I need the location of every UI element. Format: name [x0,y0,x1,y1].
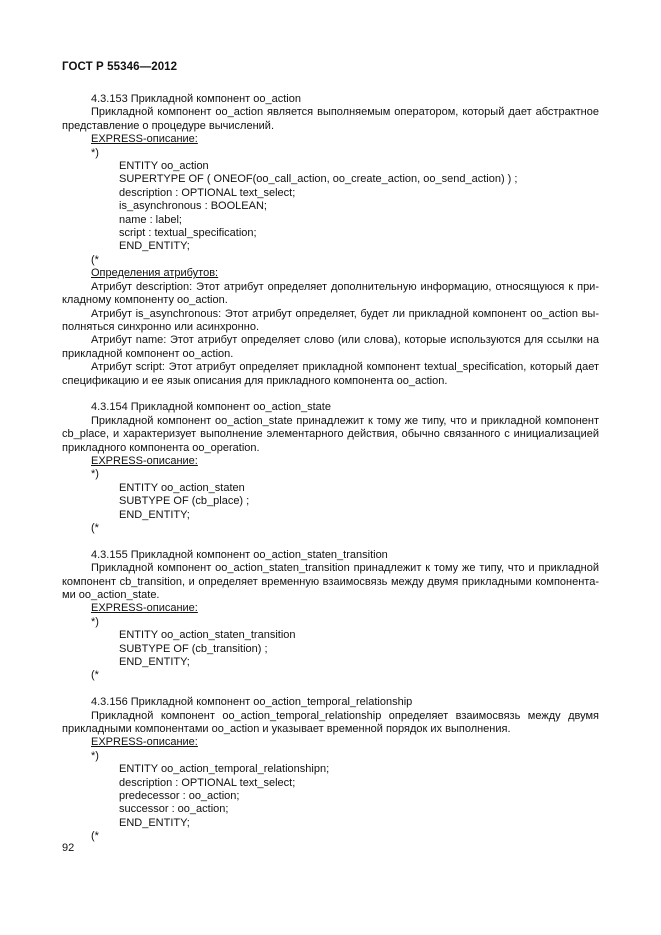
section-4-3-154 [62,401,599,535]
code-line: ENTITY oo_action_staten [119,481,245,494]
section-description: Прикладной компонент oo_action является выполняемым оператором, который дает абстрактное представление о процедуре вычислений. [62,106,599,132]
code-line: END_ENTITY; [119,656,190,669]
attribute-definition: Атрибут name: Этот атрибут определяет слово (или слова), которые используются для ссылки на прикладной компонент oo_action. [62,334,599,360]
section-heading: 4.3.154 Прикладной компонент oo_action_state [91,401,331,414]
express-label: EXPRESS-описание: [91,736,198,749]
code-line: successor : oo_action; [119,803,229,816]
comment-open: *) [91,615,99,628]
comment-close: (* [91,253,99,266]
attribute-definition: Атрибут description: Этот атрибут определяет дополнительную информацию, относящуюся к при-кладному компоненту oo_action. [62,280,599,307]
section-heading: 4.3.156 Прикладной компонент oo_action_temporal_relationship [91,696,413,709]
comment-open: *) [91,146,99,159]
section-4-3-156 [62,696,599,843]
express-label: EXPRESS-описание: [91,133,198,146]
code-line: predecessor : oo_action; [119,790,240,803]
code-line: SUBTYPE OF (cb_transition) ; [119,642,268,655]
comment-close: (* [91,669,99,682]
code-line: SUPERTYPE OF ( ONEOF(oo_call_action, oo_create_action, oo_send_action) ) ; [119,173,518,186]
code-line: description : OPTIONAL text_select; [119,186,296,199]
comment-close: (* [91,830,99,843]
code-line: SUBTYPE OF (cb_place) ; [119,495,250,508]
page-number: 92 [62,842,75,854]
code-line: ENTITY oo_action_staten_transition [119,629,296,642]
express-label: EXPRESS-описание: [91,602,198,615]
code-line: is_asynchronous : BOOLEAN; [119,200,267,213]
section-description: Прикладной компонент oo_action_staten_transition принадлежит к тому же типу, что и прикладной компонент cb_transition, и определяет временную взаимосвязь между двумя прикладными компонента-ми oo_action_state. [62,562,599,601]
express-label: EXPRESS-описание: [91,454,198,467]
code-line: script : textual_specification; [119,227,257,240]
attributes-title: Определения атрибутов: [91,267,219,280]
code-line: description : OPTIONAL text_select; [119,776,296,789]
code-line: END_ENTITY; [119,240,190,253]
comment-close: (* [91,521,99,534]
section-4-3-155 [62,549,599,683]
attribute-definition: Атрибут is_asynchronous: Этот атрибут определяет, будет ли прикладной компонент oo_action вы-полняться синхронно или асинхронно. [62,307,599,333]
code-line: ENTITY oo_action [119,160,209,173]
section-heading: 4.3.155 Прикладной компонент oo_action_staten_transition [91,548,388,561]
comment-open: *) [91,468,99,481]
attribute-definition: Атрибут script: Этот атрибут определяет прикладной компонент textual_specification, который дает спецификацию и ее язык описания для прикладного компонента oo_action. [62,361,599,387]
code-line: END_ENTITY; [119,816,190,829]
code-line: END_ENTITY; [119,508,190,521]
code-line: ENTITY oo_action_temporal_relationshipn; [119,763,330,776]
section-heading: 4.3.153 Прикладной компонент oo_action [91,93,301,105]
section-4-3-153 [62,93,599,388]
code-line: name : label; [119,213,182,226]
document-header: ГОСТ Р 55346—2012 [62,61,178,73]
section-description: Прикладной компонент oo_action_state принадлежит к тому же типу, что и прикладной компонент cb_place, и характеризует выполнение элементарного действия, обычно связанного с инициализацией прикладного компонента oo_operation. [62,414,599,454]
document-body [62,93,599,844]
section-description: Прикладной компонент oo_action_temporal_relationship определяет взаимосвязь между двумя прикладными компонентами oo_action и указывает временной порядок их выполнения. [62,709,599,736]
comment-open: *) [91,749,99,762]
